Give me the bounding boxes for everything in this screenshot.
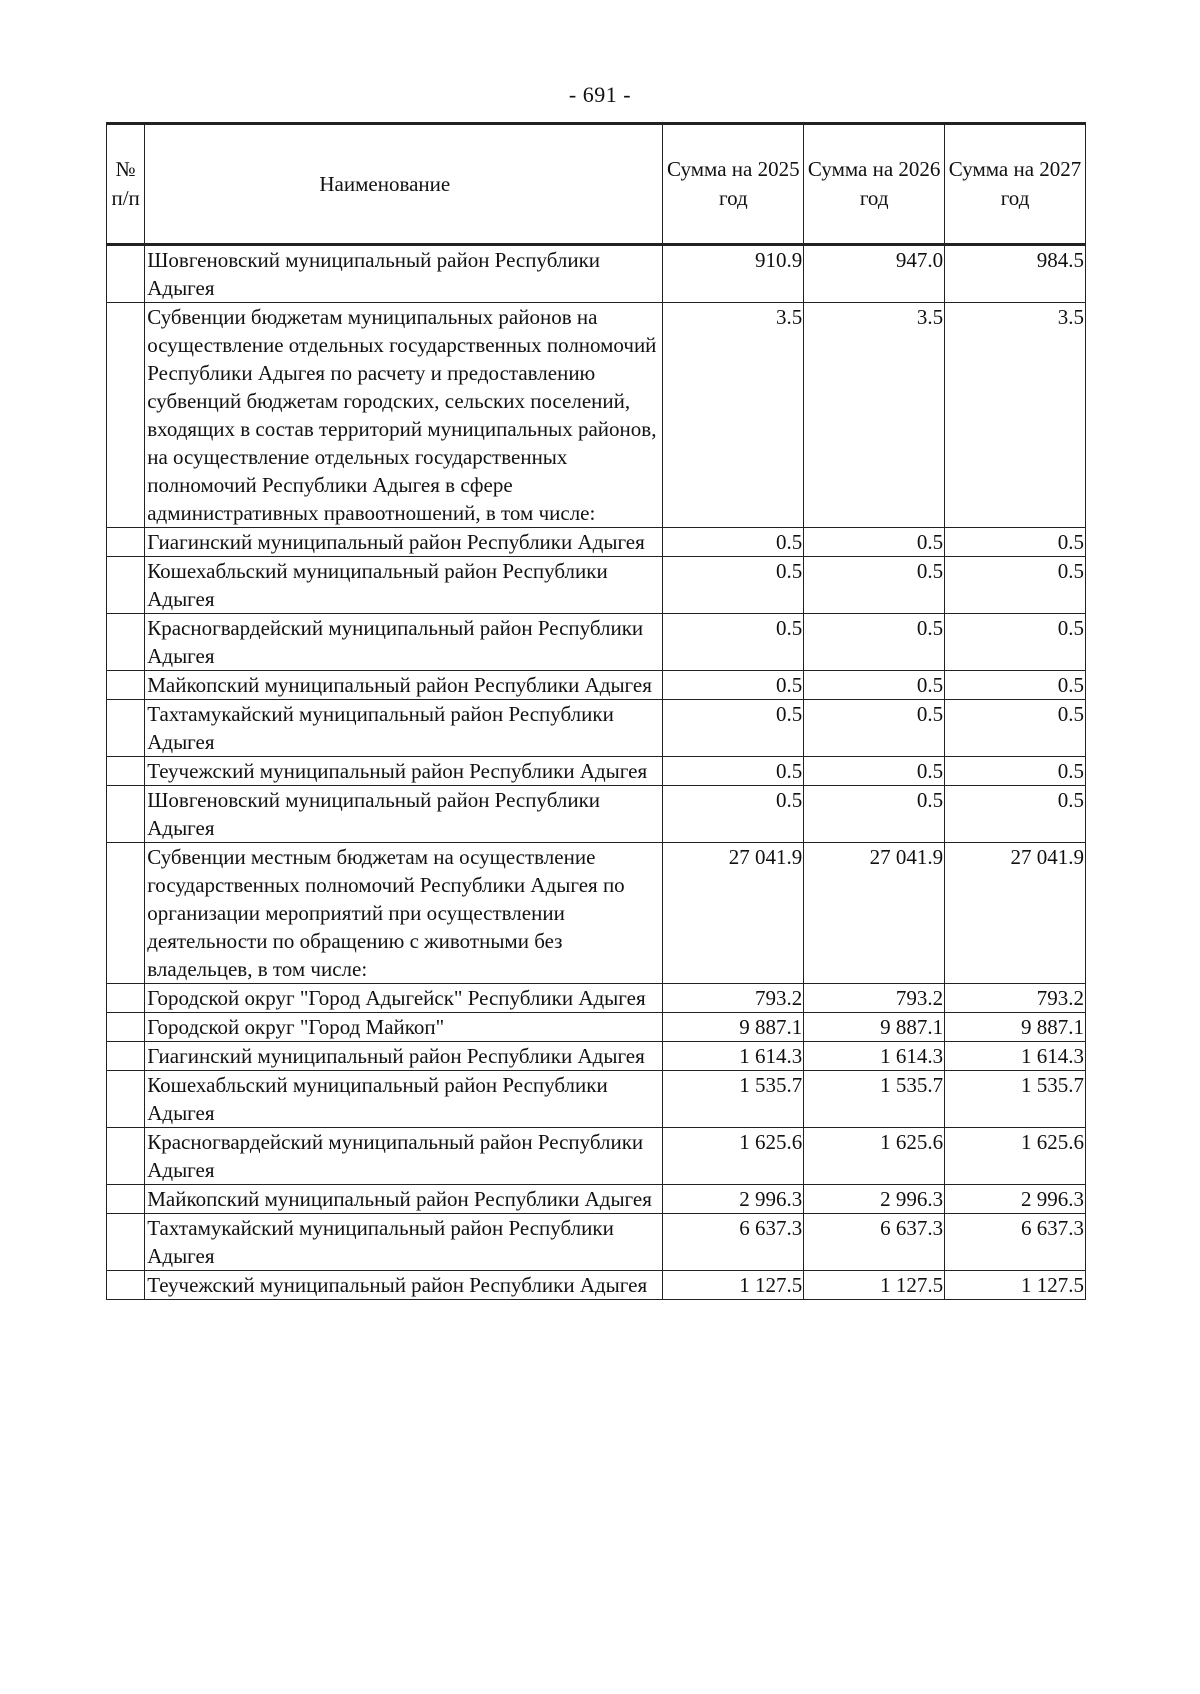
row-number — [107, 614, 145, 671]
row-name: Кошехабльский муниципальный район Республики Адыгея — [145, 557, 663, 614]
row-sum-2025: 0.5 — [663, 614, 804, 671]
row-sum-2026: 947.0 — [804, 245, 945, 303]
row-sum-2027: 984.5 — [945, 245, 1086, 303]
row-number — [107, 1042, 145, 1071]
row-name: Тахтамукайский муниципальный район Республики Адыгея — [145, 700, 663, 757]
row-sum-2025: 0.5 — [663, 786, 804, 843]
row-sum-2025: 1 614.3 — [663, 1042, 804, 1071]
row-sum-2026: 0.5 — [804, 528, 945, 557]
row-sum-2027: 0.5 — [945, 557, 1086, 614]
row-sum-2025: 0.5 — [663, 757, 804, 786]
row-name: Теучежский муниципальный район Республики Адыгея — [145, 1271, 663, 1300]
row-name: Майкопский муниципальный район Республики Адыгея — [145, 1185, 663, 1214]
row-sum-2025: 910.9 — [663, 245, 804, 303]
table-row — [107, 557, 1086, 614]
table-row — [107, 671, 1086, 700]
table-row — [107, 984, 1086, 1013]
row-sum-2025: 0.5 — [663, 557, 804, 614]
row-number — [107, 303, 145, 528]
row-sum-2027: 0.5 — [945, 786, 1086, 843]
row-number — [107, 528, 145, 557]
row-sum-2025: 6 637.3 — [663, 1214, 804, 1271]
table-row — [107, 1013, 1086, 1042]
row-number — [107, 245, 145, 303]
row-sum-2026: 27 041.9 — [804, 843, 945, 984]
row-sum-2027: 793.2 — [945, 984, 1086, 1013]
table-row — [107, 700, 1086, 757]
row-sum-2027: 1 127.5 — [945, 1271, 1086, 1300]
row-sum-2025: 1 535.7 — [663, 1071, 804, 1128]
table-row — [107, 245, 1086, 303]
row-sum-2026: 1 127.5 — [804, 1271, 945, 1300]
header-name: Наименование — [145, 124, 663, 245]
row-sum-2026: 0.5 — [804, 614, 945, 671]
row-sum-2027: 9 887.1 — [945, 1013, 1086, 1042]
row-sum-2025: 2 996.3 — [663, 1185, 804, 1214]
row-sum-2026: 1 614.3 — [804, 1042, 945, 1071]
table-header — [107, 124, 1086, 245]
row-sum-2027: 1 535.7 — [945, 1071, 1086, 1128]
row-sum-2025: 793.2 — [663, 984, 804, 1013]
row-number — [107, 557, 145, 614]
row-number — [107, 984, 145, 1013]
table-row — [107, 1185, 1086, 1214]
table-row — [107, 843, 1086, 984]
row-sum-2027: 6 637.3 — [945, 1214, 1086, 1271]
row-sum-2026: 1 535.7 — [804, 1071, 945, 1128]
table-row — [107, 1271, 1086, 1300]
row-sum-2027: 3.5 — [945, 303, 1086, 528]
row-name: Шовгеновский муниципальный район Республики Адыгея — [145, 245, 663, 303]
row-sum-2027: 0.5 — [945, 671, 1086, 700]
row-sum-2026: 0.5 — [804, 700, 945, 757]
row-name: Красногвардейский муниципальный район Республики Адыгея — [145, 614, 663, 671]
row-name: Субвенции местным бюджетам на осуществление государственных полномочий Республики Адыгея по организации мероприятий при осуществлении деятельности по обращению с животными без владельцев, в том числе: — [145, 843, 663, 984]
row-name: Тахтамукайский муниципальный район Республики Адыгея — [145, 1214, 663, 1271]
budget-table — [106, 122, 1086, 1300]
row-sum-2025: 27 041.9 — [663, 843, 804, 984]
row-number — [107, 1013, 145, 1042]
row-sum-2025: 0.5 — [663, 700, 804, 757]
row-name: Теучежский муниципальный район Республики Адыгея — [145, 757, 663, 786]
row-sum-2026: 2 996.3 — [804, 1185, 945, 1214]
row-sum-2026: 0.5 — [804, 786, 945, 843]
table-row — [107, 786, 1086, 843]
row-name: Гиагинский муниципальный район Республики Адыгея — [145, 1042, 663, 1071]
row-number — [107, 1071, 145, 1128]
table-row — [107, 614, 1086, 671]
row-sum-2027: 1 625.6 — [945, 1128, 1086, 1185]
header-sum-2027: Сумма на 2027 год — [945, 124, 1086, 245]
row-sum-2025: 1 625.6 — [663, 1128, 804, 1185]
row-sum-2027: 2 996.3 — [945, 1185, 1086, 1214]
table-body — [107, 245, 1086, 1300]
table-row — [107, 1214, 1086, 1271]
row-number — [107, 843, 145, 984]
row-sum-2027: 0.5 — [945, 700, 1086, 757]
row-number — [107, 700, 145, 757]
row-number — [107, 1214, 145, 1271]
row-sum-2026: 0.5 — [804, 557, 945, 614]
row-sum-2026: 6 637.3 — [804, 1214, 945, 1271]
table-row — [107, 1042, 1086, 1071]
header-row — [107, 124, 1086, 245]
row-name: Шовгеновский муниципальный район Республики Адыгея — [145, 786, 663, 843]
row-sum-2025: 9 887.1 — [663, 1013, 804, 1042]
page-number: - 691 - — [568, 82, 632, 107]
header-number: № п/п — [107, 124, 145, 245]
row-number — [107, 1128, 145, 1185]
row-sum-2026: 793.2 — [804, 984, 945, 1013]
row-sum-2026: 0.5 — [804, 757, 945, 786]
header-sum-2025: Сумма на 2025 год — [663, 124, 804, 245]
row-name: Гиагинский муниципальный район Республики Адыгея — [145, 528, 663, 557]
row-name: Красногвардейский муниципальный район Республики Адыгея — [145, 1128, 663, 1185]
row-sum-2026: 0.5 — [804, 671, 945, 700]
table-row — [107, 1071, 1086, 1128]
row-name: Майкопский муниципальный район Республики Адыгея — [145, 671, 663, 700]
table-row — [107, 528, 1086, 557]
row-name: Субвенции бюджетам муниципальных районов на осуществление отдельных государственных полномочий Республики Адыгея по расчету и предоставлению субвенций бюджетам городских, сельских поселений, входящих в состав территорий муниципальных районов, на осуществление отдельных государственных полномочий Республики Адыгея в сфере административных правоотношений, в том числе: — [145, 303, 663, 528]
row-name: Городской округ "Город Майкоп" — [145, 1013, 663, 1042]
row-sum-2027: 27 041.9 — [945, 843, 1086, 984]
header-sum-2026: Сумма на 2026 год — [804, 124, 945, 245]
row-name: Кошехабльский муниципальный район Республики Адыгея — [145, 1071, 663, 1128]
row-number — [107, 786, 145, 843]
row-sum-2025: 0.5 — [663, 671, 804, 700]
table-row — [107, 757, 1086, 786]
row-sum-2025: 1 127.5 — [663, 1271, 804, 1300]
row-sum-2027: 0.5 — [945, 528, 1086, 557]
row-sum-2026: 9 887.1 — [804, 1013, 945, 1042]
row-sum-2026: 3.5 — [804, 303, 945, 528]
row-sum-2026: 1 625.6 — [804, 1128, 945, 1185]
row-sum-2025: 3.5 — [663, 303, 804, 528]
row-sum-2027: 0.5 — [945, 757, 1086, 786]
row-name: Городской округ "Город Адыгейск" Республики Адыгея — [145, 984, 663, 1013]
row-sum-2025: 0.5 — [663, 528, 804, 557]
row-sum-2027: 0.5 — [945, 614, 1086, 671]
row-number — [107, 1185, 145, 1214]
row-sum-2027: 1 614.3 — [945, 1042, 1086, 1071]
table-row — [107, 303, 1086, 528]
row-number — [107, 757, 145, 786]
row-number — [107, 1271, 145, 1300]
row-number — [107, 671, 145, 700]
table-row — [107, 1128, 1086, 1185]
